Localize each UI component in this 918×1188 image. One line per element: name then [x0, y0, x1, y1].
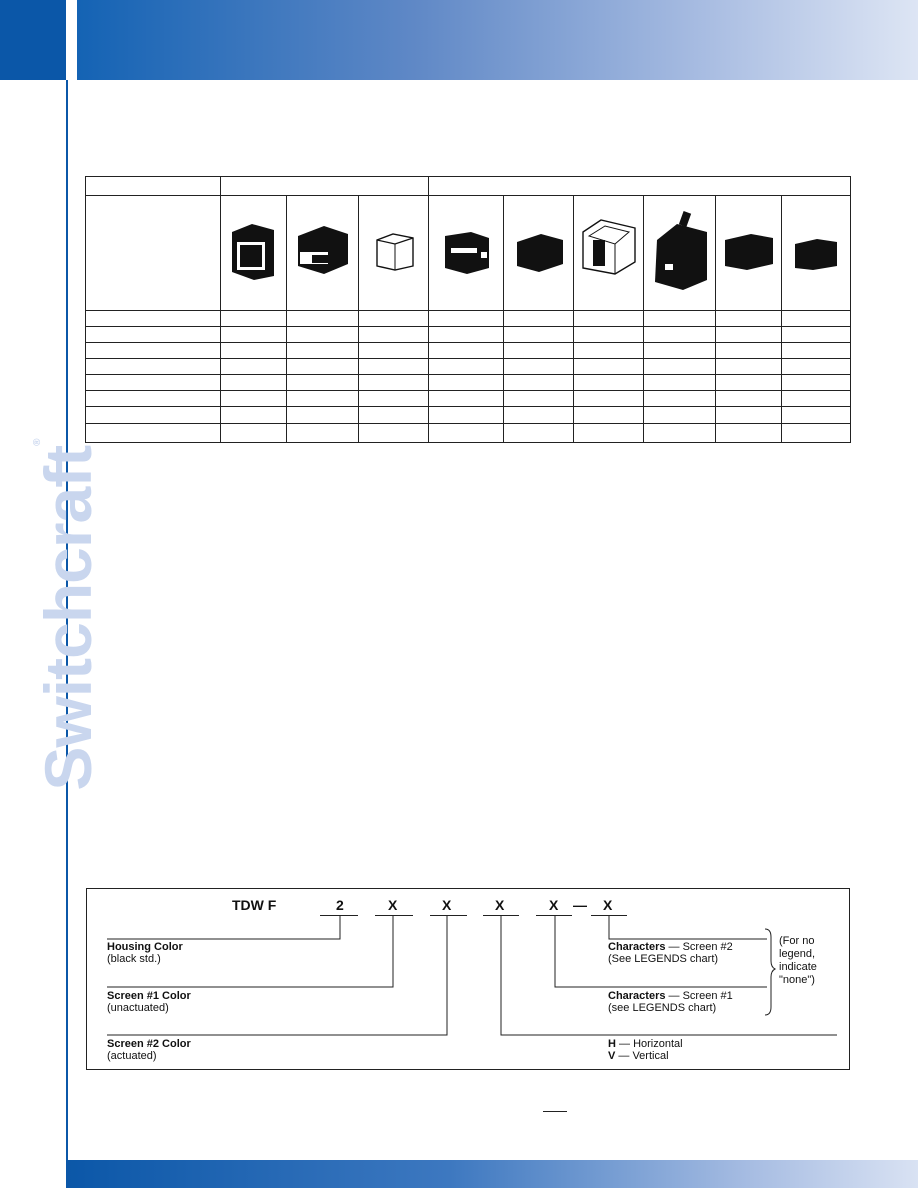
orientation-label: H — Horizontal V — Vertical	[608, 1038, 683, 1062]
characters-screen2-label: Characters — Screen #2 (See LEGENDS chart)	[608, 941, 733, 965]
characters-screen1-label: Characters — Screen #1 (see LEGENDS chart)	[608, 990, 733, 1014]
code-position-6: X	[603, 897, 613, 913]
footer-band	[66, 1160, 918, 1188]
code-connector-lines	[87, 889, 851, 1071]
product-table	[85, 176, 851, 443]
switch-cap-icon	[294, 224, 352, 276]
switch-cap-icon	[791, 236, 841, 272]
ordering-code-diagram	[86, 888, 850, 1070]
code-position-2: X	[388, 897, 398, 913]
housing-color-label: Housing Color (black std.)	[107, 941, 183, 965]
switch-cap-icon	[228, 220, 280, 282]
brand-watermark: Switchcraft®	[31, 439, 105, 791]
code-position-3: X	[442, 897, 452, 913]
switch-cap-icon	[721, 232, 777, 272]
switch-cap-icon	[373, 232, 417, 272]
switch-cap-icon	[441, 230, 493, 276]
code-dash: —	[573, 897, 587, 913]
switch-cap-icon	[579, 216, 639, 278]
page-mark	[543, 1111, 567, 1112]
code-position-4: X	[495, 897, 505, 913]
header-band	[77, 0, 918, 80]
switch-cap-icon	[513, 232, 567, 274]
product-table-grid	[85, 176, 851, 443]
code-position-1: 2	[336, 897, 344, 913]
switch-cap-icon	[651, 210, 711, 292]
no-legend-note: (For no legend, indicate "none")	[779, 935, 817, 986]
model-code: TDW F	[232, 897, 277, 913]
code-position-5: X	[549, 897, 559, 913]
corner-block	[0, 0, 66, 80]
screen2-color-label: Screen #2 Color (actuated)	[107, 1038, 191, 1062]
screen1-color-label: Screen #1 Color (unactuated)	[107, 990, 191, 1014]
